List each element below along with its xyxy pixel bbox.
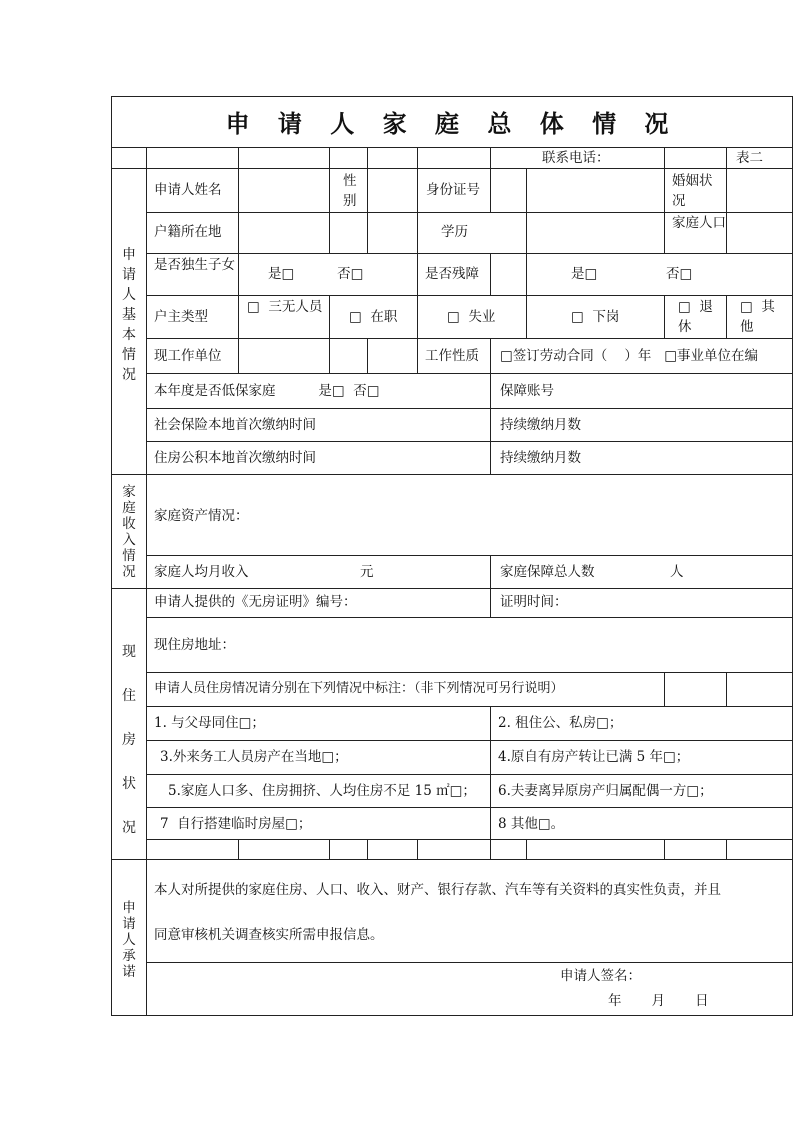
avg-income-label: 家庭人均月收入 (154, 564, 249, 580)
guarantee-count-label: 家庭保障总人数 (500, 564, 595, 580)
education-label: 学历 (441, 224, 468, 240)
contact-phone-label: 联系电话： (542, 150, 610, 166)
household-type-option-6[interactable]: □ 其他 (740, 299, 775, 335)
disabled-no-option[interactable]: 否□ (666, 266, 693, 282)
section-promise-label: 申请人承诺 (122, 900, 136, 980)
social-insurance-months-label: 持续缴纳月数 (500, 417, 581, 433)
housing-option-8[interactable]: 8 其他□。 (498, 816, 565, 832)
promise-text-line-2: 同意审核机关调查核实所需申报信息。 (154, 927, 384, 943)
signature-date: 年 月 日 (608, 993, 709, 1009)
only-child-options[interactable]: 是□ 否□ (268, 266, 364, 282)
no-house-certificate-label: 申请人提供的《无房证明》编号： (154, 594, 357, 610)
only-child-label: 是否独生子女 (154, 257, 235, 273)
disabled-yes-option[interactable]: 是□ (571, 266, 598, 282)
signature-label: 申请人签名： (560, 968, 641, 984)
housing-fund-months-label: 持续缴纳月数 (500, 450, 581, 466)
guarantee-account-label: 保障账号 (500, 383, 554, 399)
work-nature-label: 工作性质 (425, 348, 479, 364)
gender-label: 性别 (343, 173, 357, 209)
section-income-label: 家庭收入情况 (122, 484, 136, 580)
housing-option-1[interactable]: 1. 与父母同住□； (154, 715, 265, 731)
housing-option-7[interactable]: 7 自行搭建临时房屋□； (160, 816, 312, 832)
disabled-label: 是否残障 (425, 266, 479, 282)
housing-fund-label: 住房公积本地首次缴纳时间 (154, 450, 316, 466)
social-insurance-label: 社会保险本地首次缴纳时间 (154, 417, 316, 433)
housing-option-4[interactable]: 4.原自有房产转让已满 5 年□； (498, 749, 690, 765)
certificate-time-label: 证明时间： (500, 594, 568, 610)
household-type-option-5[interactable]: □ 退休 (678, 299, 713, 335)
section-basic-label: 申请人基本情况 (122, 247, 136, 383)
employer-label: 现工作单位 (154, 348, 222, 364)
form-title: 申 请 人 家 庭 总 体 情 况 (225, 109, 679, 138)
household-type-option-1[interactable]: □ 三无人员 (247, 299, 323, 315)
housing-option-2[interactable]: 2. 租住公、私房□； (498, 715, 623, 731)
hukou-label: 户籍所在地 (154, 224, 222, 240)
household-type-label: 户主类型 (154, 309, 208, 325)
housing-option-6[interactable]: 6.夫妻离异原房产归属配偶一方□； (498, 783, 713, 799)
section-housing-label: 现住房状况 (122, 644, 136, 836)
table-number: 表二 (736, 150, 763, 166)
household-type-option-2[interactable]: □ 在职 (349, 309, 398, 325)
housing-instruction: 申请人员住房情况请分别在下列情况中标注：（非下列情况可另行说明） (154, 681, 564, 696)
family-assets-label: 家庭资产情况： (154, 508, 249, 524)
household-type-option-3[interactable]: □ 失业 (447, 309, 496, 325)
family-size-label: 家庭人口 (672, 215, 726, 231)
avg-income-unit: 元 (360, 564, 374, 580)
current-address-label: 现住房地址： (154, 637, 235, 653)
guarantee-count-unit: 人 (670, 564, 684, 580)
work-nature-options[interactable]: □签订劳动合同（ ）年 □事业单位在编 (500, 348, 759, 364)
marital-status-label: 婚姻状况 (672, 173, 713, 209)
low-income-question[interactable]: 本年度是否低保家庭 是□ 否□ (154, 383, 380, 399)
promise-text-line-1: 本人对所提供的家庭住房、人口、收入、财产、银行存款、汽车等有关资料的真实性负责，并且 (154, 882, 721, 898)
id-number-label: 身份证号 (426, 182, 480, 198)
household-type-option-4[interactable]: □ 下岗 (571, 309, 620, 325)
housing-option-5[interactable]: 5.家庭人口多、住房拥挤、人均住房不足 15 ㎡□； (168, 783, 476, 799)
applicant-name-label: 申请人姓名 (154, 182, 222, 198)
housing-option-3[interactable]: 3.外来务工人员房产在当地□； (160, 749, 348, 765)
